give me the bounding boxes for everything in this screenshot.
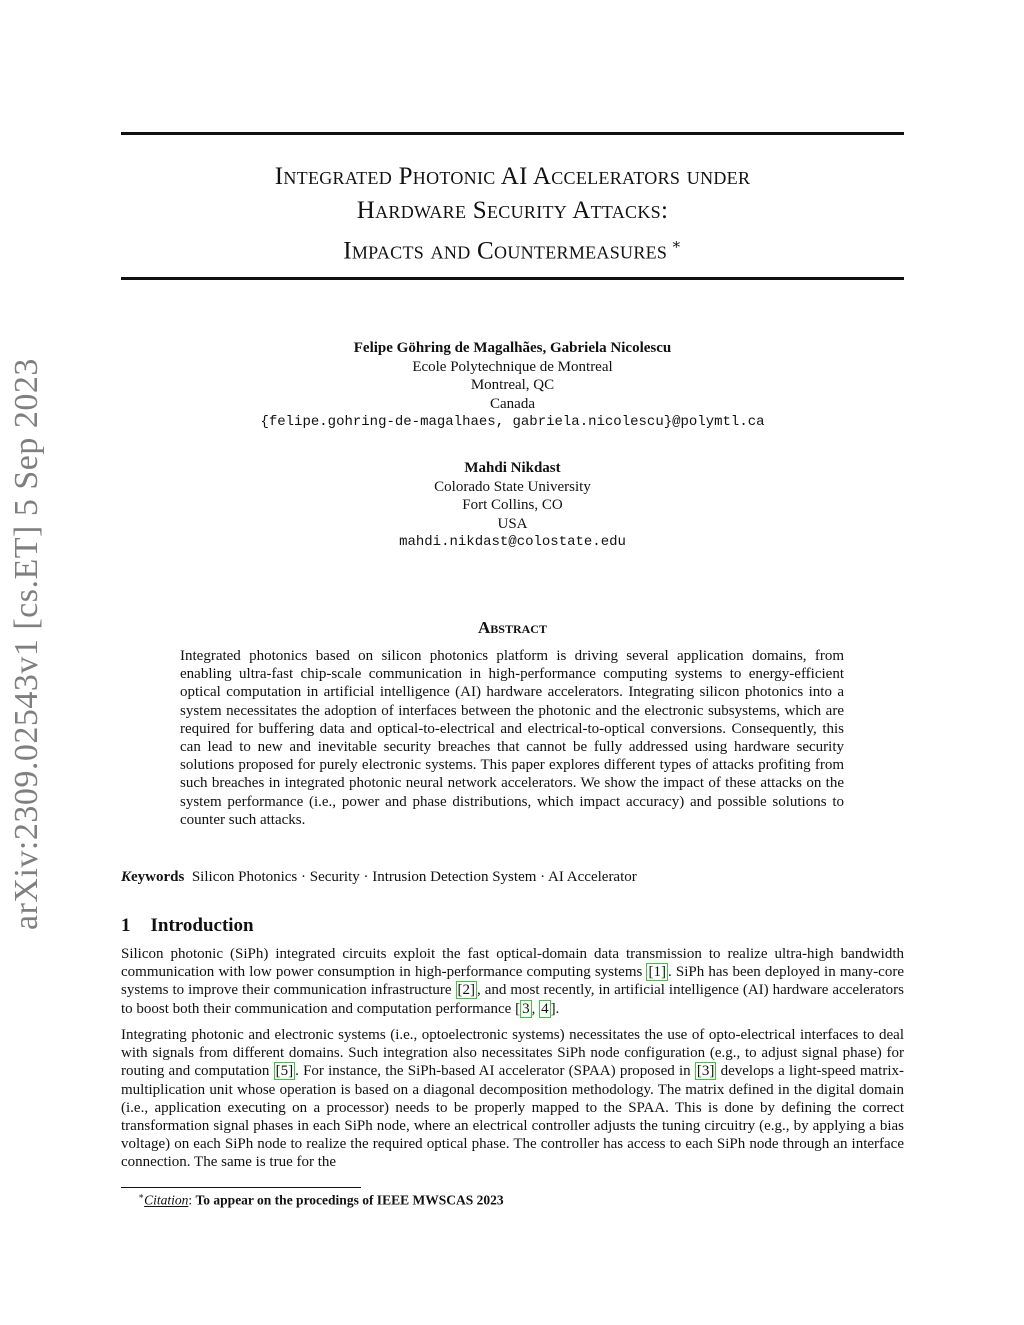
title-footnote-mark: ∗ <box>671 237 682 253</box>
title-line-3-text: Impacts and Countermeasures <box>343 237 668 265</box>
author-email[interactable]: mahdi.nikdast@colostate.edu <box>399 534 626 550</box>
author-affiliation: Ecole Polytechnique de Montreal <box>412 358 613 375</box>
author-affiliation: Colorado State University <box>434 478 591 495</box>
citation-link[interactable]: 3 <box>522 1000 530 1017</box>
footnote-text: To appear on the procedings of IEEE MWSCAS 2023 <box>195 1192 504 1208</box>
abstract-body: Integrated photonics based on silicon photonics platform is driving several application domains, from enabling ultra-fast chip-scale communication in high-performance computing systems to energy-efficient optical computation in artificial intelligence (AI) hardware accelerators. Integrating silicon photonics into a system necessitates the adoption of interfaces between the photonic and the electronic subsystems, which are required for buffering data and optical-to-electrical and electrical-to-optical conversions. Consequently, this can lead to new and inevitable security breaches that cannot be fully addressed using hardware security solutions proposed for purely electronic systems. This paper explores different types of attacks profiting from such breaches in integrated photonic neural network accelerators. We show the impact of these attacks on the system performance (i.e., power and phase distributions, which impact accuracy) and possible solutions to counter such attacks. <box>180 648 844 828</box>
citation-link[interactable]: 4 <box>541 1000 549 1017</box>
title-line-1: Integrated Photonic AI Accelerators under <box>274 163 751 190</box>
keywords-line <box>121 869 637 886</box>
title-bottom-rule <box>121 277 904 280</box>
keywords-label: eywords <box>131 869 185 885</box>
author-country: Canada <box>490 395 535 412</box>
author-block-2 <box>121 459 904 552</box>
intro-paragraph-1 <box>121 945 904 1018</box>
author-city: Fort Collins, CO <box>462 497 563 513</box>
author-block-1 <box>121 339 904 432</box>
intro-paragraph-2 <box>121 1026 904 1172</box>
author-names: Felipe Göhring de Magalhães, Gabriela Nicolescu <box>353 340 672 356</box>
citation-link[interactable]: [2] <box>457 982 476 999</box>
footnote-mark: ∗ <box>138 1191 145 1201</box>
author-city: Montreal, QC <box>470 377 555 393</box>
footnote-rule <box>121 1187 361 1188</box>
keywords-text: Silicon Photonics · Security · Intrusion Detection System · AI Accelerator <box>191 869 637 885</box>
paragraph-text: , and most recently, in artificial intelligence (AI) hardware accelerators to boost both their communication and computation performance [ <box>121 982 904 1017</box>
author-email[interactable]: {felipe.gohring-de-magalhaes, gabriela.nicolescu}@polymtl.ca <box>260 414 765 430</box>
abstract-heading: Abstract <box>478 618 547 637</box>
arxiv-identifier: arXiv:2309.02543v1 [cs.ET] 5 Sep 2023 <box>8 358 45 930</box>
footnote-label: Citation <box>144 1192 189 1208</box>
title-top-rule <box>121 132 904 135</box>
footnote-separator: : <box>188 1192 196 1208</box>
paragraph-text: Silicon photonic (SiPh) integrated circuits exploit the fast optical-domain data transmission to realize ultra-high bandwidth communication with low power consumption in high-performance computing systems <box>121 946 904 981</box>
title-line-3 <box>121 230 904 266</box>
paragraph-text: ]. <box>550 1000 560 1017</box>
citation-link[interactable]: [1] <box>648 964 666 981</box>
keywords-label-initial: K <box>121 869 132 885</box>
title-line-2: Hardware Security Attacks: <box>356 197 669 224</box>
section-heading <box>121 915 254 937</box>
citation-link[interactable]: [5] <box>275 1063 294 1080</box>
section-title: Introduction <box>150 915 254 936</box>
paragraph-text: Integrating photonic and electronic systems (i.e., optoelectronic systems) necessitates the use of opto-electrical interfaces to deal with signals from different domains. Such integration also necessitates SiPh node configuration (e.g., to adjust signal phase) for routing and computation <box>121 1027 904 1080</box>
section-number: 1 <box>121 915 131 936</box>
footnote <box>138 1191 504 1209</box>
paragraph-text: . SiPh has been deployed in many-core systems to improve their communication infrastructure <box>121 964 904 999</box>
paragraph-text: develops a light-speed matrix-multiplication unit whose operation is based on a diagonal decomposition methodology. The matrix defined in the digital domain (i.e., application executing on a processor) needs to be properly mapped to the SPAA. This is done by defining the correct transformation signal phases in each SiPh node, where an electrical controller adjusts the tuning circuitry (e.g., by applying a bias voltage) on each SiPh node to realize the required optical phase. The controller has access to each SiPh node through an interface connection. The same is true for the <box>121 1063 905 1171</box>
citation-link[interactable]: [3] <box>696 1063 715 1080</box>
author-names: Mahdi Nikdast <box>464 460 561 476</box>
author-country: USA <box>497 515 528 532</box>
paragraph-text: . For instance, the SiPh-based AI accelerator (SPAA) proposed in <box>295 1063 695 1080</box>
paragraph-text: , <box>531 1000 540 1017</box>
